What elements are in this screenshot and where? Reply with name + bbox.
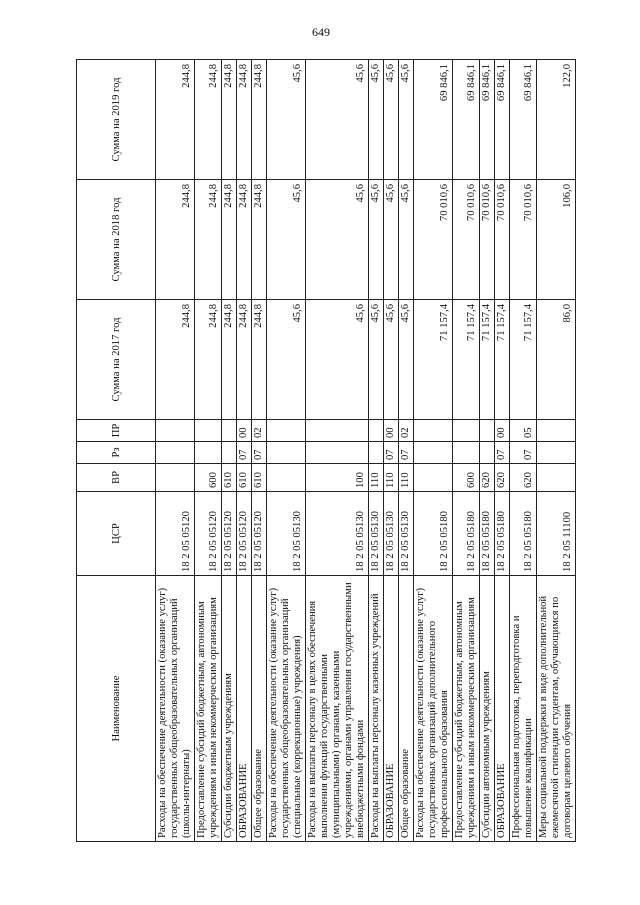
cell-sum-2017: 86,0: [537, 300, 576, 420]
cell-vr: 620: [510, 464, 537, 492]
cell-vr: [537, 464, 576, 492]
cell-csr: 18 2 05 05180: [414, 492, 453, 576]
cell-sum-2018: 45,6: [369, 180, 384, 300]
cell-name: ОБРАЗОВАНИЕ: [384, 576, 399, 842]
cell-sum-2017: 45,6: [267, 300, 306, 420]
cell-csr: 18 2 05 05130: [369, 492, 384, 576]
cell-csr: 18 2 05 05180: [453, 492, 480, 576]
cell-rz: 07: [384, 442, 399, 464]
cell-sum-2018: 70 010,6: [480, 180, 495, 300]
cell-name: Расходы на выплаты персоналу в целях обеспечения выполнения функций государственными (муниципальными) органами, казенными учреждениями, органами управления государственными внебюджетными фондами: [306, 576, 369, 842]
cell-sum-2018: 45,6: [306, 180, 369, 300]
cell-sum-2017: 71 157,4: [480, 300, 495, 420]
table-header-row: [77, 60, 156, 842]
cell-csr: 18 2 05 05130: [306, 492, 369, 576]
cell-name: Профессиональная подготовка, переподготовка и повышение квалификации: [510, 576, 537, 842]
cell-rz: [453, 442, 480, 464]
cell-pr: 00: [237, 420, 252, 442]
cell-csr: 18 2 05 05180: [510, 492, 537, 576]
cell-csr: 18 2 05 05130: [384, 492, 399, 576]
cell-rz: 07: [495, 442, 510, 464]
cell-vr: [414, 464, 453, 492]
table-row: [537, 60, 576, 842]
cell-name: ОБРАЗОВАНИЕ: [237, 576, 252, 842]
cell-sum-2018: 244,8: [195, 180, 222, 300]
cell-sum-2019: 69 846,1: [480, 60, 495, 180]
cell-sum-2018: 70 010,6: [414, 180, 453, 300]
cell-pr: [306, 420, 369, 442]
cell-vr: 110: [369, 464, 384, 492]
cell-vr: 600: [195, 464, 222, 492]
cell-pr: [537, 420, 576, 442]
cell-vr: [267, 464, 306, 492]
cell-csr: 18 2 05 05120: [156, 492, 195, 576]
budget-table: [76, 59, 576, 842]
cell-sum-2019: 45,6: [306, 60, 369, 180]
table-row: [384, 60, 399, 842]
cell-vr: 600: [453, 464, 480, 492]
cell-sum-2017: 244,8: [252, 300, 267, 420]
cell-sum-2017: 71 157,4: [453, 300, 480, 420]
cell-rz: 07: [399, 442, 414, 464]
cell-csr: 18 2 05 05120: [237, 492, 252, 576]
cell-name: Расходы на обеспечение деятельности (оказание услуг) государственных общеобразовательных организаций (школы-интернаты): [156, 576, 195, 842]
table-row: [252, 60, 267, 842]
header-sum-2018: Сумма на 2018 год: [77, 180, 156, 300]
table-row: [510, 60, 537, 842]
cell-sum-2019: 69 846,1: [414, 60, 453, 180]
page-number: 649: [312, 25, 330, 39]
cell-vr: 620: [480, 464, 495, 492]
cell-rz: [414, 442, 453, 464]
table-row: [414, 60, 453, 842]
cell-pr: 00: [384, 420, 399, 442]
cell-sum-2019: 244,8: [156, 60, 195, 180]
cell-pr: [453, 420, 480, 442]
cell-sum-2017: 45,6: [399, 300, 414, 420]
table-row: [369, 60, 384, 842]
cell-pr: [480, 420, 495, 442]
cell-vr: 620: [495, 464, 510, 492]
cell-name: Меры социальной поддержки в виде дополнительной ежемесячной стипендии студентам, обучающимся по договорам целевого обучения: [537, 576, 576, 842]
cell-csr: 18 2 05 05120: [222, 492, 237, 576]
cell-rz: [480, 442, 495, 464]
header-sum-2019: Сумма на 2019 год: [77, 60, 156, 180]
cell-sum-2018: 244,8: [237, 180, 252, 300]
cell-rz: 07: [252, 442, 267, 464]
cell-sum-2019: 45,6: [369, 60, 384, 180]
header-pr: ПР: [77, 420, 156, 442]
cell-pr: [195, 420, 222, 442]
cell-rz: [156, 442, 195, 464]
cell-vr: 610: [222, 464, 237, 492]
cell-sum-2019: 69 846,1: [495, 60, 510, 180]
table-row: [222, 60, 237, 842]
cell-rz: [306, 442, 369, 464]
cell-pr: [267, 420, 306, 442]
cell-pr: 00: [495, 420, 510, 442]
header-sum-2017: Сумма на 2017 год: [77, 300, 156, 420]
table-row: [480, 60, 495, 842]
header-csr: ЦСР: [77, 492, 156, 576]
cell-name: Расходы на выплаты персоналу казенных учреждений: [369, 576, 384, 842]
cell-pr: 02: [399, 420, 414, 442]
rotated-table-container: [76, 60, 573, 842]
cell-rz: [195, 442, 222, 464]
cell-csr: 18 2 05 05120: [195, 492, 222, 576]
cell-name: Субсидии автономным учреждениям: [480, 576, 495, 842]
cell-pr: [222, 420, 237, 442]
cell-sum-2017: 244,8: [156, 300, 195, 420]
cell-name: Общее образование: [252, 576, 267, 842]
cell-rz: [222, 442, 237, 464]
cell-name: Предоставление субсидий бюджетным, автономным учреждениям и иным некоммерческим организациям: [195, 576, 222, 842]
header-vr: ВР: [77, 464, 156, 492]
cell-sum-2019: 45,6: [399, 60, 414, 180]
cell-pr: [414, 420, 453, 442]
cell-sum-2017: 244,8: [195, 300, 222, 420]
header-name: Наименование: [77, 576, 156, 842]
cell-name: Расходы на обеспечение деятельности (оказание услуг) государственных организаций дополнительного профессионального образования: [414, 576, 453, 842]
cell-rz: [537, 442, 576, 464]
cell-sum-2017: 45,6: [306, 300, 369, 420]
table-body: [156, 60, 576, 842]
header-rz: Рз: [77, 442, 156, 464]
cell-pr: 02: [252, 420, 267, 442]
cell-sum-2019: 244,8: [252, 60, 267, 180]
cell-sum-2018: 244,8: [156, 180, 195, 300]
cell-sum-2017: 71 157,4: [414, 300, 453, 420]
cell-rz: [267, 442, 306, 464]
cell-sum-2017: 71 157,4: [510, 300, 537, 420]
cell-pr: [369, 420, 384, 442]
cell-csr: 18 2 05 11100: [537, 492, 576, 576]
cell-vr: 110: [384, 464, 399, 492]
cell-csr: 18 2 05 05130: [267, 492, 306, 576]
cell-csr: 18 2 05 05130: [399, 492, 414, 576]
cell-vr: 100: [306, 464, 369, 492]
cell-sum-2018: 106,0: [537, 180, 576, 300]
cell-sum-2019: 45,6: [267, 60, 306, 180]
cell-vr: 610: [237, 464, 252, 492]
cell-csr: 18 2 05 05120: [252, 492, 267, 576]
cell-sum-2018: 244,8: [252, 180, 267, 300]
cell-sum-2017: 71 157,4: [495, 300, 510, 420]
cell-pr: [156, 420, 195, 442]
cell-sum-2019: 244,8: [195, 60, 222, 180]
cell-sum-2019: 45,6: [384, 60, 399, 180]
cell-name: Субсидии бюджетным учреждениям: [222, 576, 237, 842]
cell-sum-2019: 244,8: [222, 60, 237, 180]
cell-sum-2017: 244,8: [222, 300, 237, 420]
cell-name: Предоставление субсидий бюджетным, автономным учреждениям и иным некоммерческим организациям: [453, 576, 480, 842]
cell-sum-2017: 244,8: [237, 300, 252, 420]
table-row: [267, 60, 306, 842]
cell-sum-2018: 45,6: [384, 180, 399, 300]
table-row: [306, 60, 369, 842]
cell-sum-2018: 244,8: [222, 180, 237, 300]
table-row: [453, 60, 480, 842]
cell-sum-2018: 70 010,6: [453, 180, 480, 300]
cell-csr: 18 2 05 05180: [480, 492, 495, 576]
cell-rz: [369, 442, 384, 464]
cell-sum-2018: 70 010,6: [495, 180, 510, 300]
table-row: [156, 60, 195, 842]
cell-name: Общее образование: [399, 576, 414, 842]
cell-pr: 05: [510, 420, 537, 442]
cell-name: ОБРАЗОВАНИЕ: [495, 576, 510, 842]
cell-vr: [156, 464, 195, 492]
table-row: [237, 60, 252, 842]
cell-vr: 110: [399, 464, 414, 492]
cell-sum-2018: 45,6: [399, 180, 414, 300]
table-row: [399, 60, 414, 842]
table-row: [495, 60, 510, 842]
cell-sum-2019: 69 846,1: [453, 60, 480, 180]
cell-sum-2018: 45,6: [267, 180, 306, 300]
cell-vr: 610: [252, 464, 267, 492]
cell-csr: 18 2 05 05180: [495, 492, 510, 576]
cell-sum-2018: 70 010,6: [510, 180, 537, 300]
cell-sum-2019: 69 846,1: [510, 60, 537, 180]
cell-sum-2017: 45,6: [384, 300, 399, 420]
cell-sum-2017: 45,6: [369, 300, 384, 420]
cell-rz: 07: [510, 442, 537, 464]
cell-sum-2019: 244,8: [237, 60, 252, 180]
table-row: [195, 60, 222, 842]
cell-rz: 07: [237, 442, 252, 464]
cell-name: Расходы на обеспечение деятельности (оказание услуг) государственных общеобразовательных организаций (специальные (коррекционные) учреждения): [267, 576, 306, 842]
cell-sum-2019: 122,0: [537, 60, 576, 180]
